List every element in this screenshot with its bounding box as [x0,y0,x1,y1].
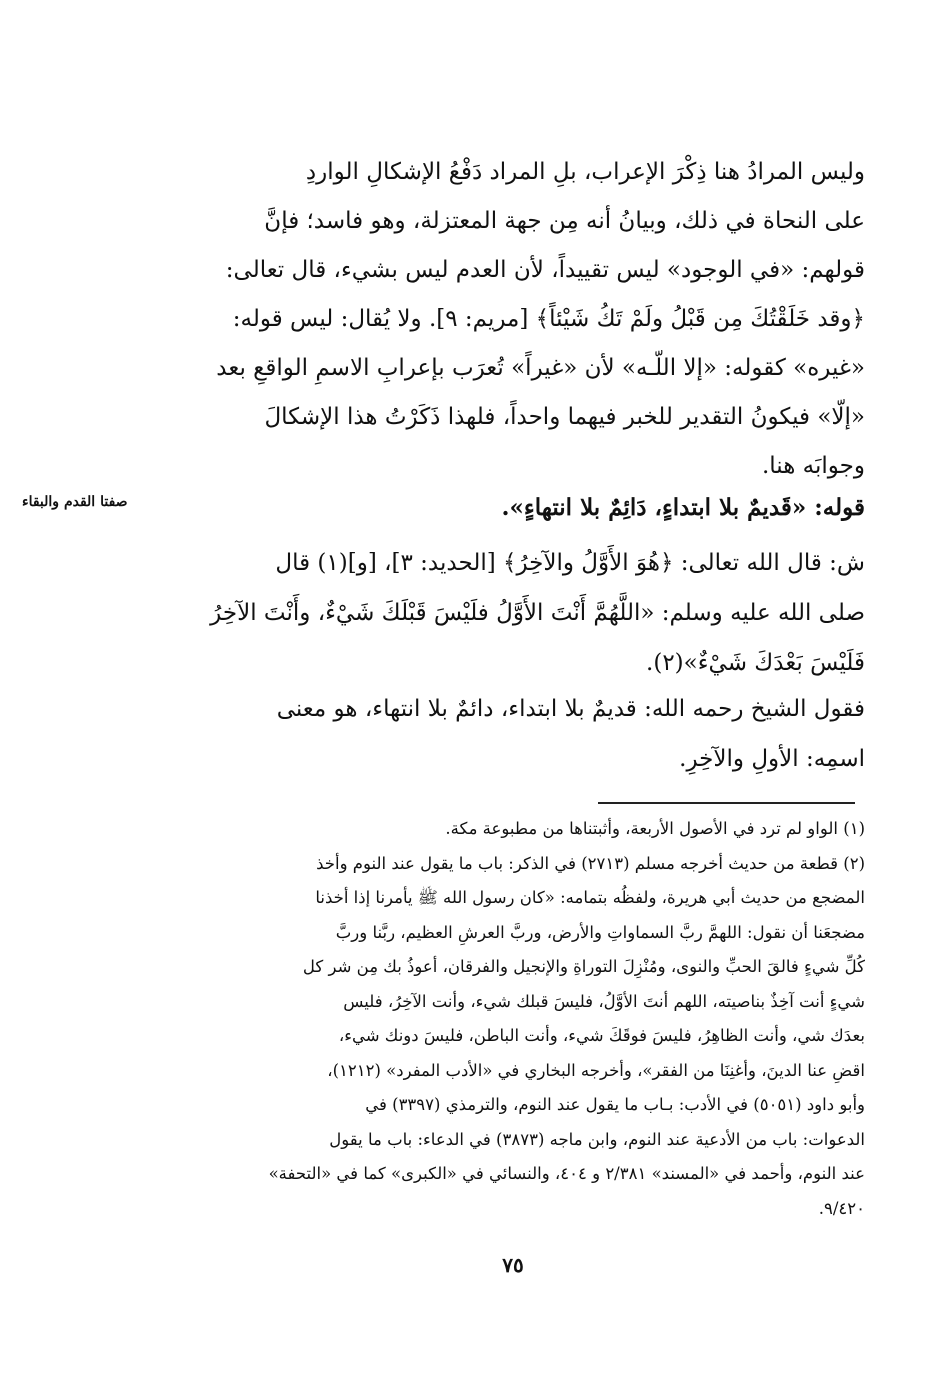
paragraph-1-line: وجوابَه هنا. [761,453,865,479]
paragraph-3-line: فقول الشيخ رحمه الله: قديمٌ بلا ابتداء، دائمٌ بلا انتهاء، هو معنى [276,696,865,722]
paragraph-3-line: اسمِه: الأولِ والآخِرِ. [679,746,865,772]
paragraph-2-line: فَلَيْسَ بَعْدَكَ شَيْءٌ»(٢). [646,650,865,676]
section-heading: قوله: «قَديمٌ بلا ابتداءٍ، دَائِمٌ بلا انتهاءٍ». [501,494,865,521]
paragraph-1-line: قولهم: «في الوجود» ليس تقييداً، لأن العدم ليس بشيء، قال تعالى: [225,257,865,283]
footnote-divider [598,802,855,804]
paragraph-2-line: ش: قال الله تعالى: ﴿هُوَ الأَوَّلُ والآخِرُ﴾ [الحديد: ٣]، [و](١) قال [275,550,865,576]
footnote-line: كُلِّ شيءٍ فالقَ الحبِّ والنوى، ومُنْزِلَ التوراةِ والإنجيل والفرقان، أعوذُ بك مِن شر كل [302,957,865,976]
paragraph-1-line: «إلّا» فيكونُ التقدير للخبر فيهما واحداً، فلهذا ذَكَرْتُ هذا الإشكالَ [264,404,865,430]
footnote-line: بعدَك شي، وأنت الظاهِرُ، فليسَ فوقَكَ شيء، وأنت الباطن، فليسَ دونك شيء، [338,1026,865,1045]
footnotes [185,812,865,1226]
footnote-line: (١) الواو لم ترد في الأصول الأربعة، وأثبتناها من مطبوعة مكة. [445,819,865,838]
footnote-line: وأبو داود (٥٠٥١) في الأدب: بـاب ما يقول عند النوم، والترمذي (٣٣٩٧) في [365,1095,865,1114]
footnote-line: اقضِ عنا الدينَ، وأغنِنَا من الفقر»، وأخرجه البخاري في «الأدب المفرد» (١٢١٢)، [327,1060,865,1080]
paragraph-1 [185,148,865,491]
paragraph-3 [185,684,865,784]
footnote-line: ٩/٤٢٠. [818,1198,865,1218]
footnote-line: مضجعَنا أن نقول: اللهمَّ ربَّ السماواتِ والأرض، وربَّ العرشِ العظيم، ربَّنا وربَّ [335,922,865,942]
margin-note: صفتا القدم والبقاء [22,494,128,510]
paragraph-1-line: على النحاة في ذلك، وبيانُ أنه مِن جهة المعتزلة، وهو فاسد؛ فإنَّ [264,208,865,234]
paragraph-2-line: صلى الله عليه وسلم: «اللَّهُمَّ أَنْتَ الأَوَّلُ فلَيْسَ قَبْلَكَ شَيْءٌ، وأَنْتَ الآخِرُ [210,600,865,626]
paragraph-1-line: «غيره» كقوله: «إلا اللّـه» لأن «غيراً» تُعرَب بإعرابِ الاسمِ الواقعِ بعد [216,355,865,381]
footnote-line: (٢) قطعة من حديث أخرجه مسلم (٢٧١٣) في الذكر: باب ما يقول عند النوم وأخذ [316,853,865,873]
page-number: ٧٥ [502,1253,524,1277]
footnote-line: شيءٍ أنت آخِذٌ بناصيته، اللهم أنتَ الأوَّلُ، فليسَ قبلك شيء، وأنت الآخِرُ، فليس [343,991,865,1011]
footnote-line: عند النوم، وأحمد في «المسند» ٢/٣٨١ و ٤٠٤، والنسائي في «الكبرى» كما في «التحفة» [268,1164,865,1183]
paragraph-2 [185,538,865,688]
paragraph-1-line: وليس المرادُ هنا ذِكْرَ الإعراب، بلِ المراد دَفْعُ الإشكالِ الواردِ [305,159,865,185]
footnote-line: المضجع من حديث أبي هريرة، ولفظُه بتمامه: «كان رسول الله ﷺ يأمرنا إذا أخذنا [315,888,865,907]
footnote-line: الدعوات: باب من الأدعية عند النوم، وابن ماجه (٣٨٧٣) في الدعاء: باب ما يقول [329,1129,865,1149]
paragraph-1-line: ﴿وقد خَلَقْتُكَ مِن قَبْلُ ولَمْ تَكُ شَيْئاً﴾ [مريم: ٩]. ولا يُقال: ليس قوله: [232,306,865,332]
